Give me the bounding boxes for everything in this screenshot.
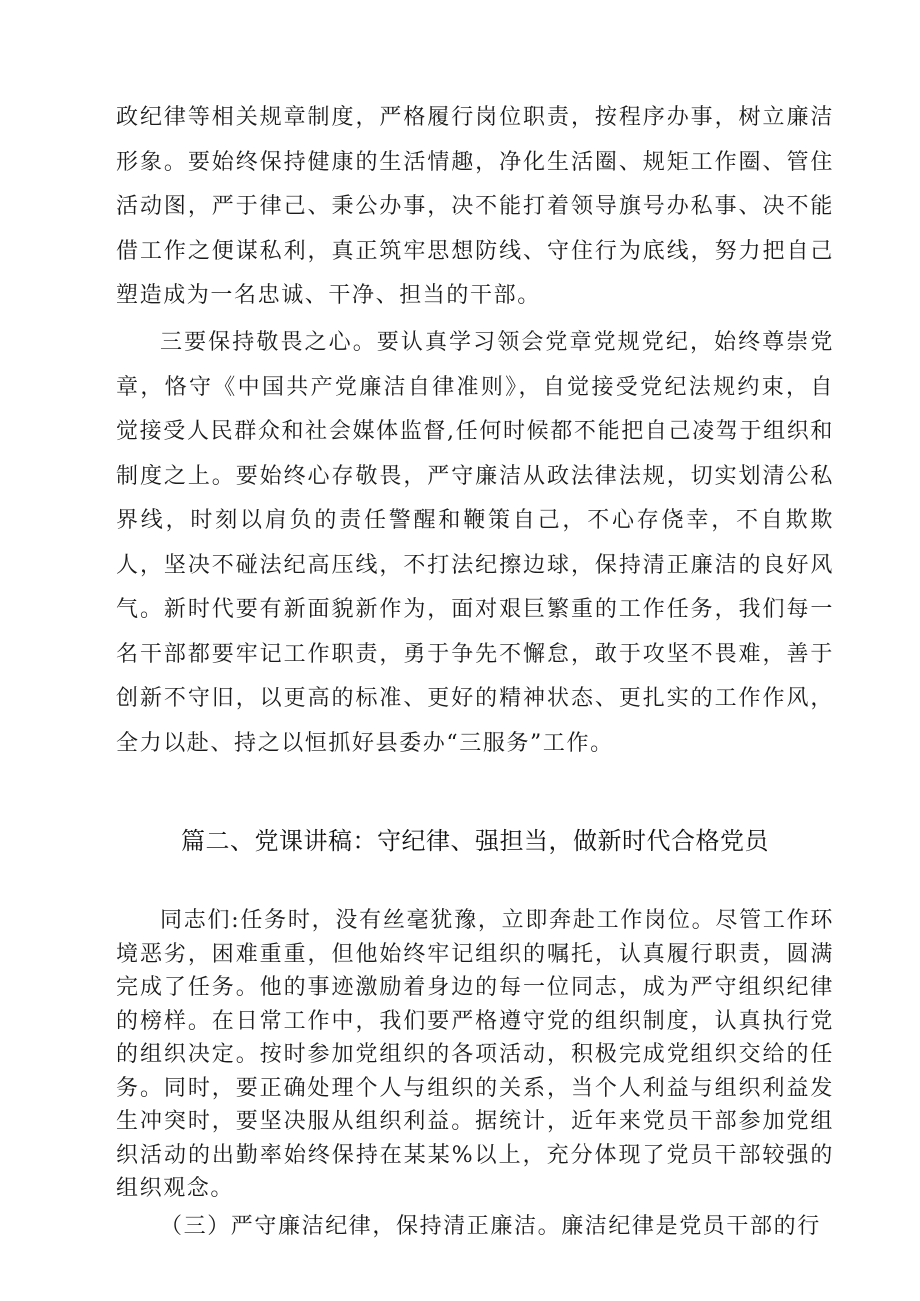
section-one-body xyxy=(116,96,834,766)
paragraph-integrity-discipline: （三）严守廉洁纪律，保持清正廉洁。廉洁纪律是党员干部的行 xyxy=(160,1213,821,1239)
section-two-title: 篇二、党课讲稿：守纪律、强担当，做新时代合格党员 xyxy=(181,827,769,855)
paragraph-comrades-opening: 同志们:任务时，没有丝毫犹豫，立即奔赴工作岗位。尽管工作环境恶劣，困难重重，但他始终牢记组织的嘱托，认真履行职责，圆满完成了任务。他的事迹激励着身边的每一位同志，成为严守组织纪律的榜样。在日常工作中，我们要严格遵守党的组织制度，认真执行党的组织决定。按时参加党组织的各项活动，积极完成党组织交给的任务。同时，要正确处理个人与组织的关系，当个人利益与组织利益发生冲突时，要坚决服从组织利益。据统计，近年来党员干部参加党组织活动的出勤率始终保持在某某%以上，充分体现了党员干部较强的组织观念。 xyxy=(116,908,834,1201)
section-two-body xyxy=(116,904,834,1243)
paragraph-keep-awe: 三要保持敬畏之心。要认真学习领会党章党规党纪，始终尊崇党章，恪守《中国共产党廉洁自律准则》，自觉接受党纪法规约束，自觉接受人民群众和社会媒体监督,任何时候都不能把自己凌驾于组织和制度之上。要始终心存敬畏，严守廉洁从政法律法规，切实划清公私界线，时刻以肩负的责任警醒和鞭策自己，不心存侥幸，不自欺欺人，坚决不碰法纪高压线，不打法纪擦边球，保持清正廉洁的良好风气。新时代要有新面貌新作为，面对艰巨繁重的工作任务，我们每一名干部都要牢记工作职责，勇于争先不懈怠，敢于攻坚不畏难，善于创新不守旧，以更高的标准、更好的精神状态、更扎实的工作作风，全力以赴、持之以恒抓好县委办“三服务”工作。 xyxy=(116,330,834,756)
paragraph-discipline-continued: 政纪律等相关规章制度，严格履行岗位职责，按程序办事，树立廉洁形象。要始终保持健康的生活情趣，净化生活圈、规矩工作圈、管住活动图，严于律己、秉公办事，决不能打着领导旗号办私事、决不能借工作之便谋私利，真正筑牢思想防线、守住行为底线，努力把自己塑造成为一名忠诚、干净、担当的干部。 xyxy=(116,105,834,308)
document-page xyxy=(116,96,834,1243)
